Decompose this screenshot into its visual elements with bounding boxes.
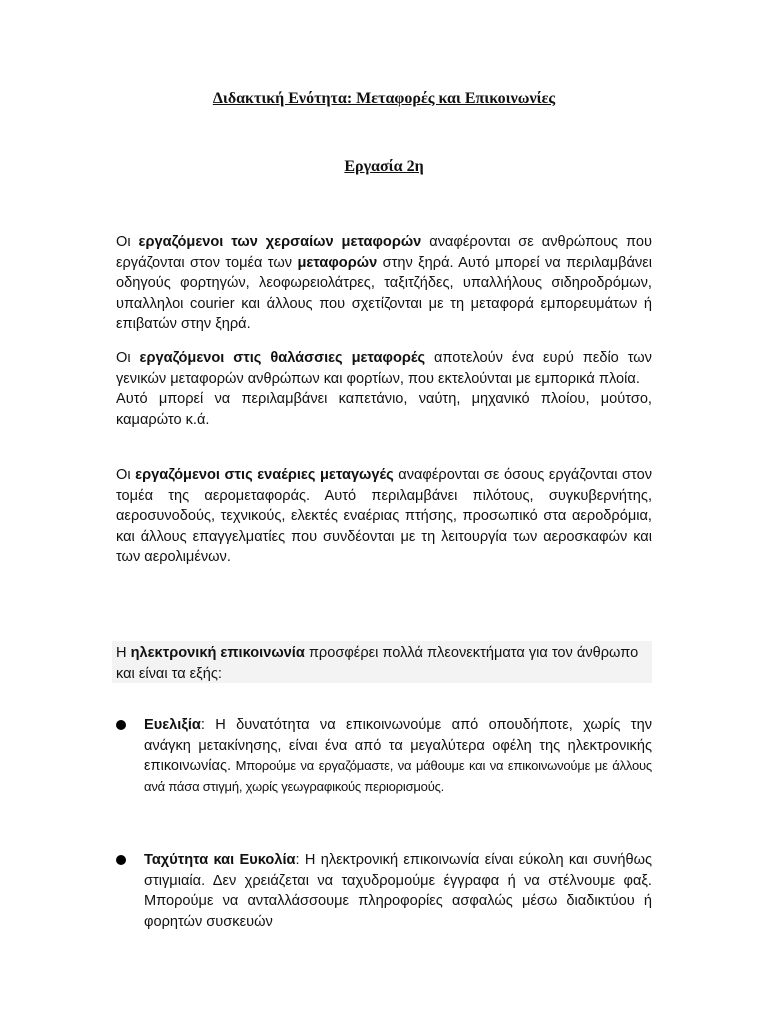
para4-bold-term: ηλεκτρονική επικοινωνία [130,645,305,661]
para4-pre: Η [116,645,131,661]
bullet1-term: Ευελιξία [144,717,201,733]
para1-bold-term-2: μεταφορών [297,254,378,271]
paragraph-electronic-communication [116,643,652,684]
para2-post: αποτελούν ένα ευρύ πεδίο των γενικών μεταφορών ανθρώπων και φορτίων, που εκτελούνται με εμπορικά πλοία. [116,350,652,387]
para2-bold-term: εργαζόμενοι στις θαλάσσιες μεταφορές [139,350,426,366]
paragraph-air-transport [116,465,652,568]
paragraph-land-transport [116,232,652,335]
para3-post: αναφέρονται σε όσους εργάζονται στον τομέα της αερομεταφοράς. Αυτό περιλαμβάνει πιλότους, συγκυβερνήτης, αεροσυνοδούς, τεχνικούς, ελεκτές εναέριας πτήσης, προσωπικό στα αεροδρόμια, και άλλους επαγγελματίες που συνδέονται με τη λειτουργία των αεροσκαφών και των αερολιμένων. [116,467,653,565]
bullet1-text: : Η δυνατότητα να επικοινωνούμε από οπουδήποτε, χωρίς την ανάγκη μετακίνησης, είναι ένα από τα μεγαλύτερα οφέλη της ηλεκτρονικής επικοινωνίας. [144,717,652,774]
para3-bold-term: εργαζόμενοι στις εναέριες μεταγωγές [135,467,394,483]
page-title: Διδακτική Ενότητα: Μεταφορές και Επικοινωνίες [212,90,556,107]
bullet2-term: Ταχύτητα και Ευκολία [144,852,296,868]
bullet-icon [116,720,126,730]
bullet-speed [144,850,652,932]
para4-post: προσφέρει πολλά πλεονεκτήματα για τον άνθρωπο και είναι τα εξής: [116,645,639,682]
para1-post: στην ξηρά. Αυτό μπορεί να περιλαμβάνει οδηγούς φορτηγών, λεοφωρειολάτρες, ταξιτζήδες, υπαλλήλους σιδηροδρόμων, υπαλληλοι courier και άλλους που σχετίζονται με τη μεταφορά εμπορευμάτων ή επιβατών στην ξηρά. [116,254,652,332]
bullet-icon [116,855,126,865]
bullet1-small-text: Μπορούμε να εργαζόμαστε, να μάθουμε και να επικοινωνούμε με άλλους ανά πάσα στιγμή, χωρίς γεωγραφικούς περιορισμούς. [144,758,652,794]
paragraph-sea-transport [116,348,652,430]
para1-mid: αναφέρονται σε ανθρώπους που εργάζονται στον τομέα των [116,234,652,271]
bullet-flexibility [144,715,652,797]
para2-line2: Αυτό μπορεί να περιλαμβάνει καπετάνιο, ναύτη, μηχανικό πλοίου, μούτσο, καμαρώτο κ.ά. [116,391,652,428]
para3-pre: Οι [116,467,136,483]
para2-pre: Οι [116,350,140,366]
para1-pre: Οι [116,234,139,250]
para1-bold-term: εργαζόμενοι των χερσαίων μεταφορών [138,234,422,250]
page-subtitle: Εργασία 2η [344,158,424,175]
bullet2-text: : Η ηλεκτρονική επικοινωνία είναι εύκολη και συνήθως στιγμιαία. Δεν χρειάζεται να ταχυδρομούμε έγγραφα ή να στέλνουμε φαξ. Μπορούμε να ανταλλάσσουμε πληροφορίες ασφαλώς μέσω διαδικτύου ή φορητών συσκευών [144,852,652,930]
